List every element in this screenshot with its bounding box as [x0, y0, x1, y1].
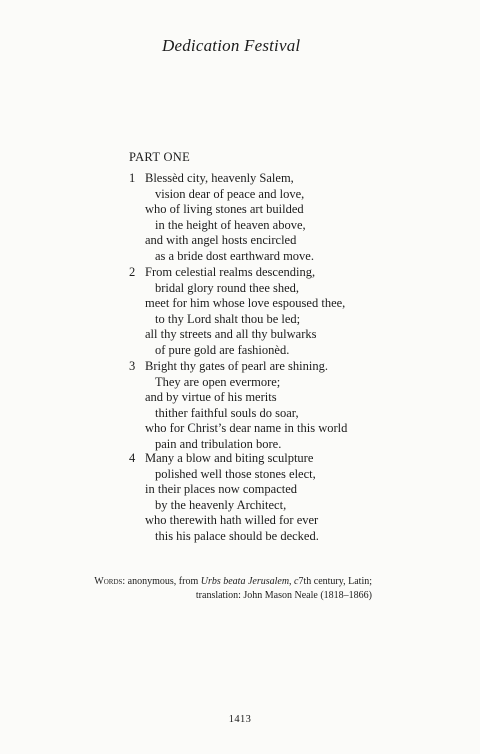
verse-line: From celestial realms descending, — [145, 265, 316, 279]
credits-text: , — [289, 576, 295, 587]
verse-line: polished well those stones elect, — [155, 466, 316, 481]
verse-line: all thy streets and all thy bulwarks — [145, 327, 317, 341]
credits-line-1 — [42, 575, 372, 589]
verse-line: as a bride dost earthward move. — [155, 248, 314, 263]
verse-line: this his palace should be decked. — [155, 528, 319, 543]
page-title: Dedication Festival — [162, 36, 301, 55]
verse-1 — [129, 171, 314, 264]
words-label: Words: — [94, 576, 126, 587]
verse-2 — [129, 265, 345, 358]
verse-line: and by virtue of his merits — [145, 390, 277, 404]
credits-text: anonymous, from — [125, 576, 201, 587]
circa-mark: c — [294, 576, 299, 587]
credits-line-2: translation: John Mason Neale (1818–1866) — [195, 590, 372, 601]
verse-line: vision dear of peace and love, — [155, 186, 305, 201]
verse-line: bridal glory round thee shed, — [155, 280, 300, 295]
verse-line: pain and tribulation bore. — [155, 436, 282, 451]
verse-line: in their places now compacted — [145, 482, 298, 496]
verse-line: who of living stones art builded — [145, 202, 304, 216]
verse-line: to thy Lord shalt thou be led; — [155, 311, 301, 326]
verse-line: They are open evermore; — [155, 374, 281, 389]
verse-line: Blessèd city, heavenly Salem, — [145, 171, 294, 185]
verse-line: by the heavenly Architect, — [155, 497, 287, 512]
verse-number: 2 — [129, 265, 136, 279]
verse-line: of pure gold are fashionèd. — [155, 342, 290, 357]
verse-line: who therewith hath willed for ever — [145, 513, 319, 527]
verse-number: 1 — [129, 171, 136, 185]
verse-line: and with angel hosts encircled — [145, 233, 297, 247]
credits-text: 7th century, Latin; — [298, 576, 372, 587]
verse-4 — [129, 451, 319, 544]
verse-line: in the height of heaven above, — [155, 217, 306, 232]
verse-line: thither faithful souls do soar, — [155, 405, 299, 420]
verse-number: 4 — [129, 451, 136, 465]
verse-line: meet for him whose love espoused thee, — [145, 296, 346, 310]
part-heading: PART ONE — [129, 150, 191, 164]
verse-line: who for Christ’s dear name in this world — [145, 421, 348, 435]
page-number: 1413 — [228, 714, 252, 725]
verse-3 — [129, 359, 347, 452]
verse-line: Many a blow and biting sculpture — [145, 451, 314, 465]
verse-number: 3 — [129, 359, 136, 373]
credits — [42, 575, 372, 603]
source-title: Urbs beata Jerusalem — [200, 576, 290, 587]
verse-line: Bright thy gates of pearl are shining. — [145, 359, 328, 373]
